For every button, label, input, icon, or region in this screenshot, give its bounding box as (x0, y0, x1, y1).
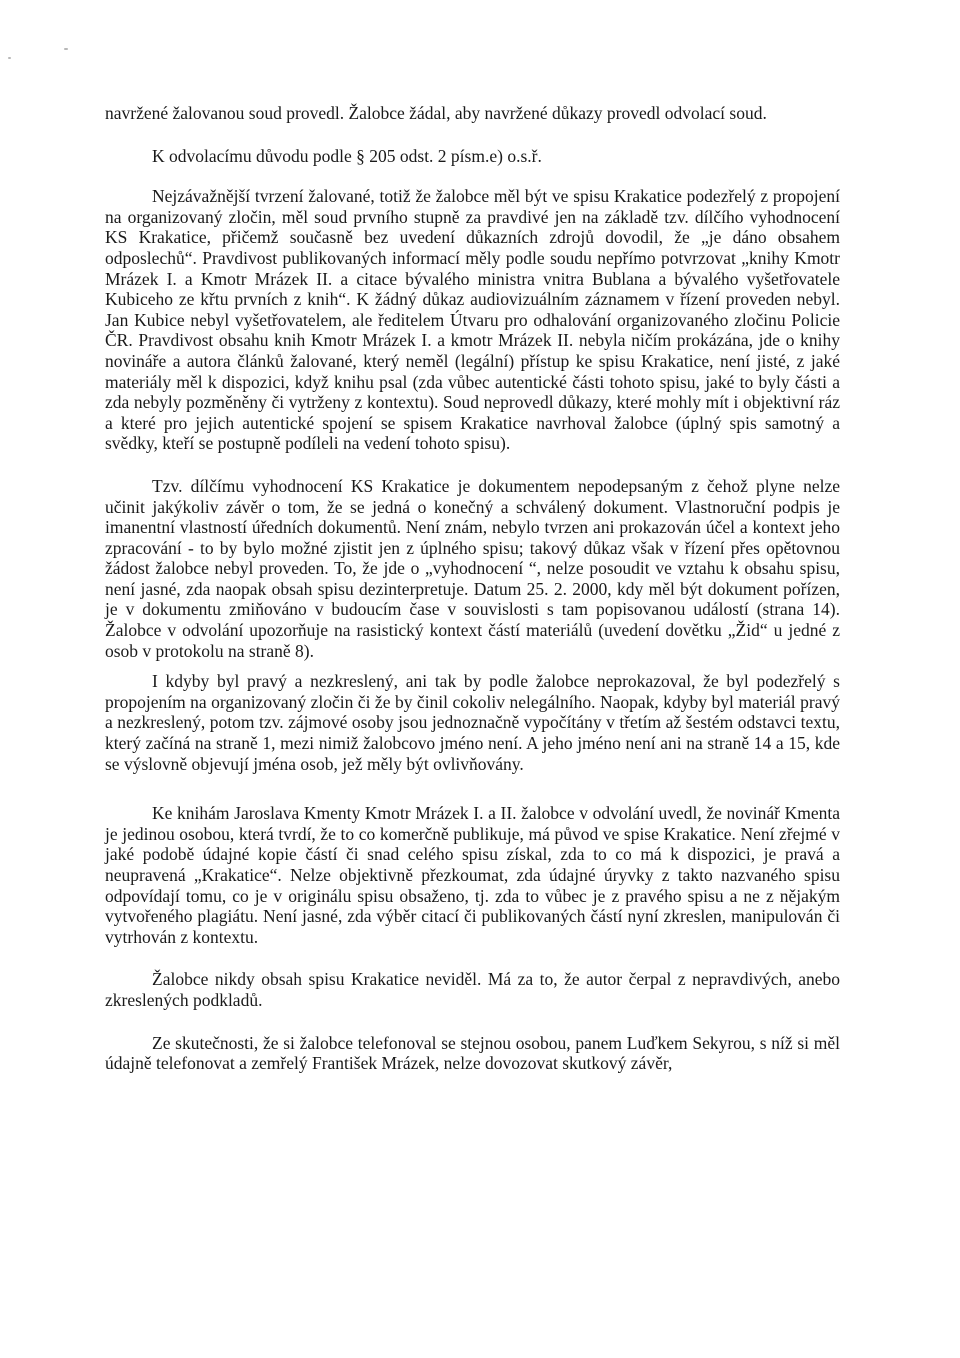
paragraph-partial-evaluation: Tzv. dílčímu vyhodnocení KS Krakatice je dokumentem nepodepsaným z čehož plyne nelze učinit jakýkoliv závěr o tom, že se jedná o konečný a schválený dokument. Vlastnoruční podpis je imanentní vlastností úředních dokumentů. Není znám, nebylo tvrzen ani prokazován účel a kontext jeho zpracování - to by bylo možné zjistit jen z úplného spisu; takový důkaz však v řízení přes opětovnou žádost žalobce nebyl proveden. To, že jde o „vyhodnocení “, nelze posoudit ve vztahu k obsahu spisu, není jasné, zda naopak obsah spisu dezinterpretuje. Datum 25. 2. 2000, kdy měl být dokument pořízen, je v dokumentu zmiňováno v budoucím čase v souvislosti s tam popisovanou událostí (strana 14). Žalobce v odvolání upozorňuje na rasistický kontext částí materiálů (uvedení dovětku „Žid“ u jedné z osob v protokolu na straně 8). (105, 475, 840, 661)
document-page (105, 103, 840, 1074)
scan-speck (8, 57, 11, 59)
paragraph-section-heading: K odvolacímu důvodu podle § 205 odst. 2 písm.e) o.s.ř. (152, 145, 542, 166)
paragraph-intro: navržené žalovanou soud provedl. Žalobce žádal, aby navržené důkazy provedl odvolací soud. (105, 103, 767, 123)
paragraph-even-if-genuine: I kdyby byl pravý a nezkreslený, ani tak by podle žalobce neprokazoval, že byl podezřelý s propojením na organizovaný zločin či že by činil cokoliv nelegálního. Naopak, kdyby byl materiál pravý a nezkreslený, potom tzv. zájmové osoby jsou jednoznačně vypočítány v třetím až šestém odstavci textu, který začíná na straně 1, mezi nimiž žalobcovo jméno není. A jeho jméno není ani na straně 14 a 15, kde se výslovně objevují jména osob, jež měly být ovlivňovány. (105, 671, 840, 774)
scan-speck (64, 48, 68, 50)
paragraph-kmenta-books: Ke knihám Jaroslava Kmenty Kmotr Mrázek I. a II. žalobce v odvolání uvedl, že novinář Kmenta je jedinou osobou, která tvrdí, že to co komerčně publikuje, má původ ve spise Krakatice. Není zřejmé v jaké podobě údajné kopie částí či snad celého spisu získal, zda to co má k dispozici, je pravá a neupravená „Krakatice“. Nelze objektivně přezkoumat, zda údajné úryvky z takto nazvaného spisu odpovídají tomu, co je v originálu spisu obsaženo, tj. zda to vůbec je z pravého spisu a ne z nějakým vytvořeného plagiátu. Není jasné, zda výběr citací či publikovaných částí nyní zkreslen, manipulován či vytrhován z kontextu. (105, 803, 840, 947)
paragraph-phone-calls: Ze skutečnosti, že si žalobce telefonoval se stejnou osobou, panem Luďkem Sekyrou, s níž si měl údajně telefonovat a zemřelý František Mrázek, nelze dovozovat skutkový závěr, (105, 1032, 840, 1074)
paragraph-main-claim: Nejzávažnější tvrzení žalované, totiž že žalobce měl být ve spisu Krakatice podezřelý z propojení na organizovaný zločin, měl soud prvního stupně za pravdivé jen na základě tzv. dílčího vyhodnocení KS Krakatice, přičemž současně bez uvedení důkazních zdrojů dovodil, že „je dáno obsahem odposlechů“. Pravdivost publikovaných informací měly podle soudu nepřímo potvrzovat „knihy Kmotr Mrázek I. a Kmotr Mrázek II. a citace bývalého ministra vnitra Bublana a bývalého vyšetřovatele Kubiceho ze křtu prvních z knih“. K žádný důkaz audiovizuálním záznamem v řízení proveden nebyl. Jan Kubice nebyl vyšetřovatelem, ale ředitelem Útvaru pro odhalování organizovaného zločinu Policie ČR. Pravdivost obsahu knih Kmotr Mrázek I. a kmotr Mrázek II. nebyla ničím prokázána, jde o knihy novináře a autora článků žalované, který neměl (legální) přístup ke spisu Krakatice, není jisté, z jaké materiály měl k dispozici, když knihu psal (zda vůbec autentické části tohoto spisu, jaké to byly části a zda nebyly pozměněny či vytrženy z kontextu). Soud neprovedl důkazy, které mohly mít i objektivní ráz a které pro jejich autentické spojení se spisem Krakatice navrhoval žalobce (úplný spis samotný a svědky, kteří se postupně podíleli na vedení tohoto spisu). (105, 186, 840, 454)
paragraph-never-seen: Žalobce nikdy obsah spisu Krakatice neviděl. Má za to, že autor čerpal z nepravdivých, anebo zkreslených podkladů. (105, 969, 840, 1010)
